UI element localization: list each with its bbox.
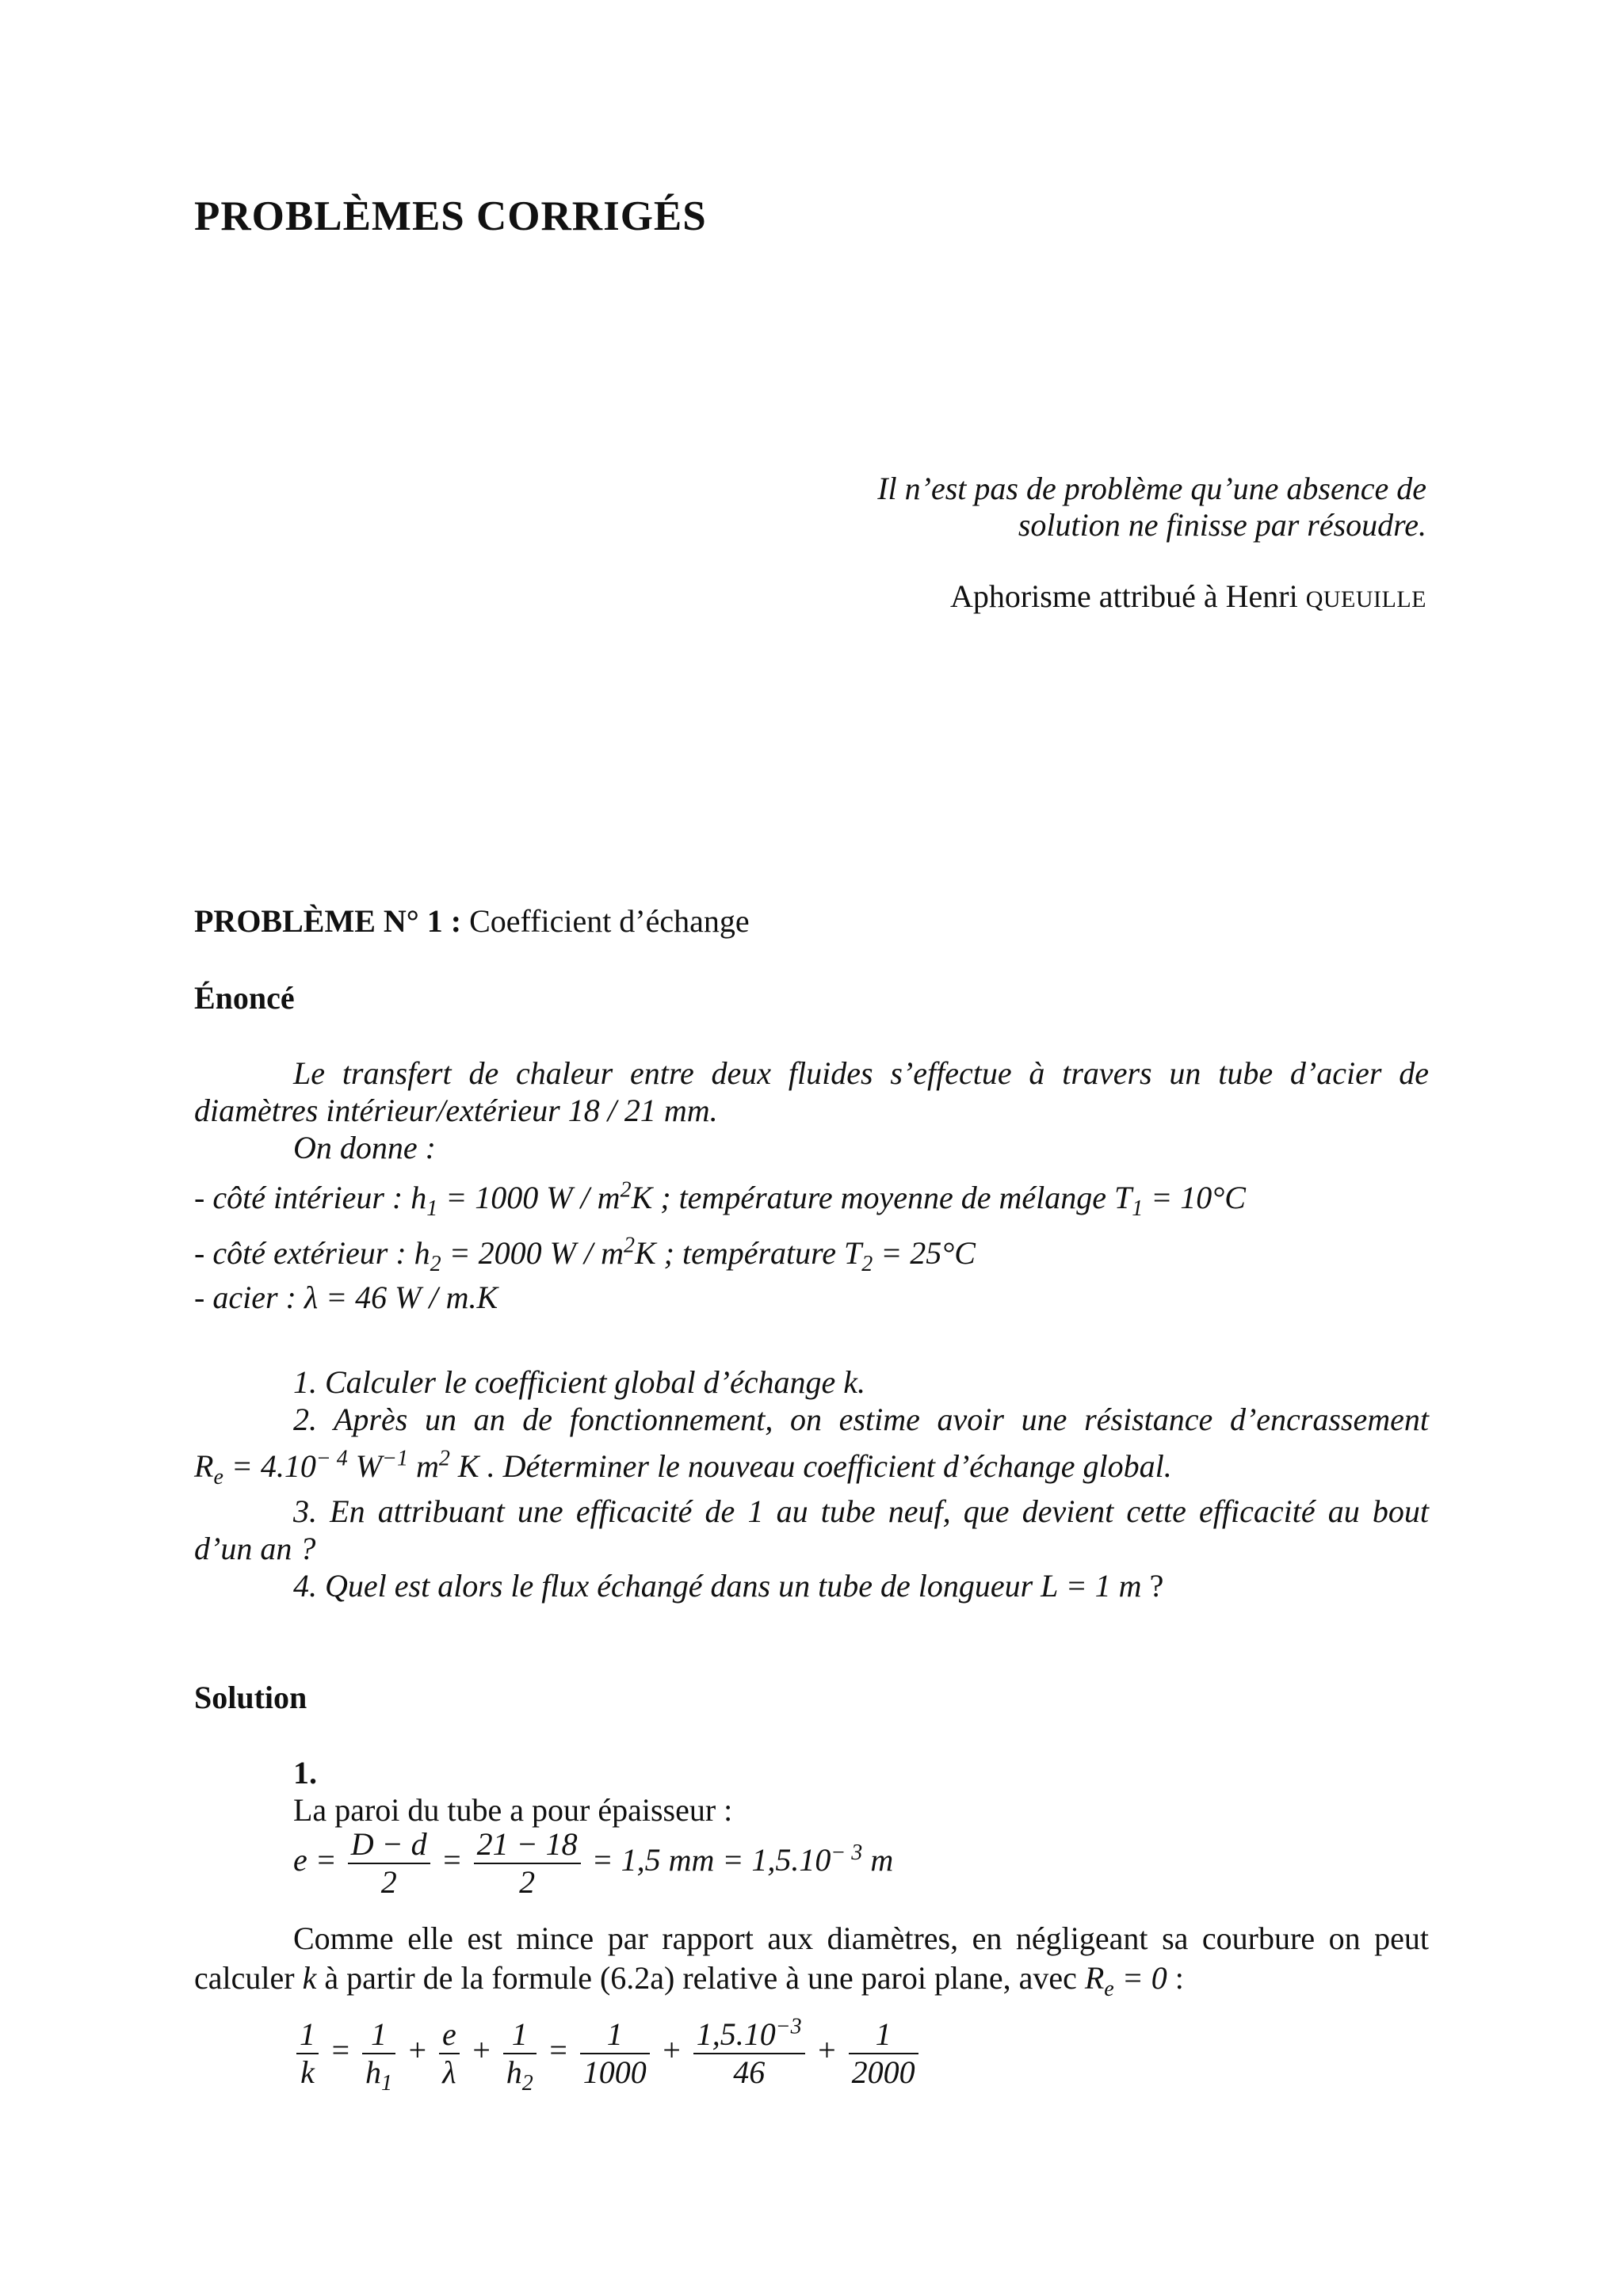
fraction: $\frac{21 - 18}{2}$ <box>474 1826 581 1901</box>
attribution-name: QUEUILLE <box>1305 586 1426 612</box>
epigraph-attribution <box>950 577 1426 616</box>
on-donne: On donne : <box>293 1130 436 1165</box>
epigraph-line-2: solution ne finisse par résoudre. <box>1018 507 1426 543</box>
data-acier: - acier : λ = 46 W / m.K <box>194 1280 498 1315</box>
paragraph-line-1: Comme elle est mince par rapport aux diamètres, en négligeant sa courbure on peut <box>293 1920 1429 1956</box>
paragraph-line-2: calculer k à partir de la formule (6.2a) relative à une paroi plane, avec $R_e = 0$ : <box>194 1960 1184 2001</box>
data-interior: - côté intérieur : $h_1 = 1000$ W / $m^2K$ ; température moyenne de mélange $T_1 = 10^\circ C$ <box>194 1177 1246 1221</box>
solution-part-1: 1. <box>293 1755 317 1791</box>
problem-subject: Coefficient d’échange <box>461 903 750 939</box>
data-exterior: - côté extérieur : $h_2 = 2000$ W / $m^2K$ ; température $T_2 = 25^\circ C$ <box>194 1233 976 1276</box>
problem-number: PROBLÈME N° 1 : <box>194 903 462 939</box>
wall-thickness-text: La paroi du tube a pour épaisseur : <box>293 1792 733 1828</box>
epigraph-line-1: Il n’est pas de problème qu’une absence de <box>877 471 1426 506</box>
equation-k: $\frac{1}{k}$ = $\frac{1}{h_1}$ + $\frac{e}{\lambda}$ + $\frac{1}{h_2}$ = $\frac{1}{1000}$ + $\frac{1,5.10^{-3}}{46}$ + $\frac{1}{2000}$ <box>293 2016 922 2091</box>
equation-thickness: e = $\frac{D - d}{2}$ = $\frac{21 - 18}{2}$ = 1,5 mm = $1,5.10^{- 3}$ m <box>293 1826 894 1900</box>
enonce-line-1: Le transfert de chaleur entre deux fluides s’effectue à travers un tube d’acier de <box>293 1055 1429 1091</box>
question-2-line-2: $R_e = 4.10^{- 4}$ $W^{-1}$ $m^2$ K . Déterminer le nouveau coefficient d’échange global. <box>194 1446 1172 1489</box>
fraction: $\frac{1}{1000}$ <box>580 2016 650 2091</box>
enonce-line-2: diamètres intérieur/extérieur 18 / 21 mm. <box>194 1093 718 1128</box>
attribution-prefix: Aphorisme attribué à Henri <box>949 578 1306 614</box>
question-3-line-2: d’un an ? <box>194 1531 316 1566</box>
fraction: $\frac{D - d}{2}$ <box>348 1826 430 1901</box>
fraction: $\frac{1}{h_1}$ <box>362 2016 395 2091</box>
problem-heading <box>194 902 750 941</box>
fraction: $\frac{1}{h_2}$ <box>503 2016 537 2091</box>
solution-label: Solution <box>194 1680 307 1715</box>
question-3-line-1: 3. En attribuant une efficacité de 1 au tube neuf, que devient cette efficacité au bout <box>293 1493 1429 1529</box>
enonce-label: Énoncé <box>194 980 295 1016</box>
fraction: $\frac{1}{k}$ <box>296 2016 319 2091</box>
fraction: $\frac{e}{\lambda}$ <box>439 2016 460 2091</box>
question-1: 1. Calculer le coefficient global d’échange k. <box>293 1364 865 1400</box>
page-title: PROBLÈMES CORRIGÉS <box>194 193 707 239</box>
question-4: 4. Quel est alors le flux échangé dans un tube de longueur L = 1 m ? <box>293 1568 1164 1604</box>
fraction: $\frac{1}{2000}$ <box>849 2016 918 2091</box>
fraction: $\frac{1,5.10^{-3}}{46}$ <box>693 2016 805 2091</box>
question-2-line-1: 2. Après un an de fonctionnement, on estime avoir une résistance d’encrassement <box>293 1402 1429 1437</box>
